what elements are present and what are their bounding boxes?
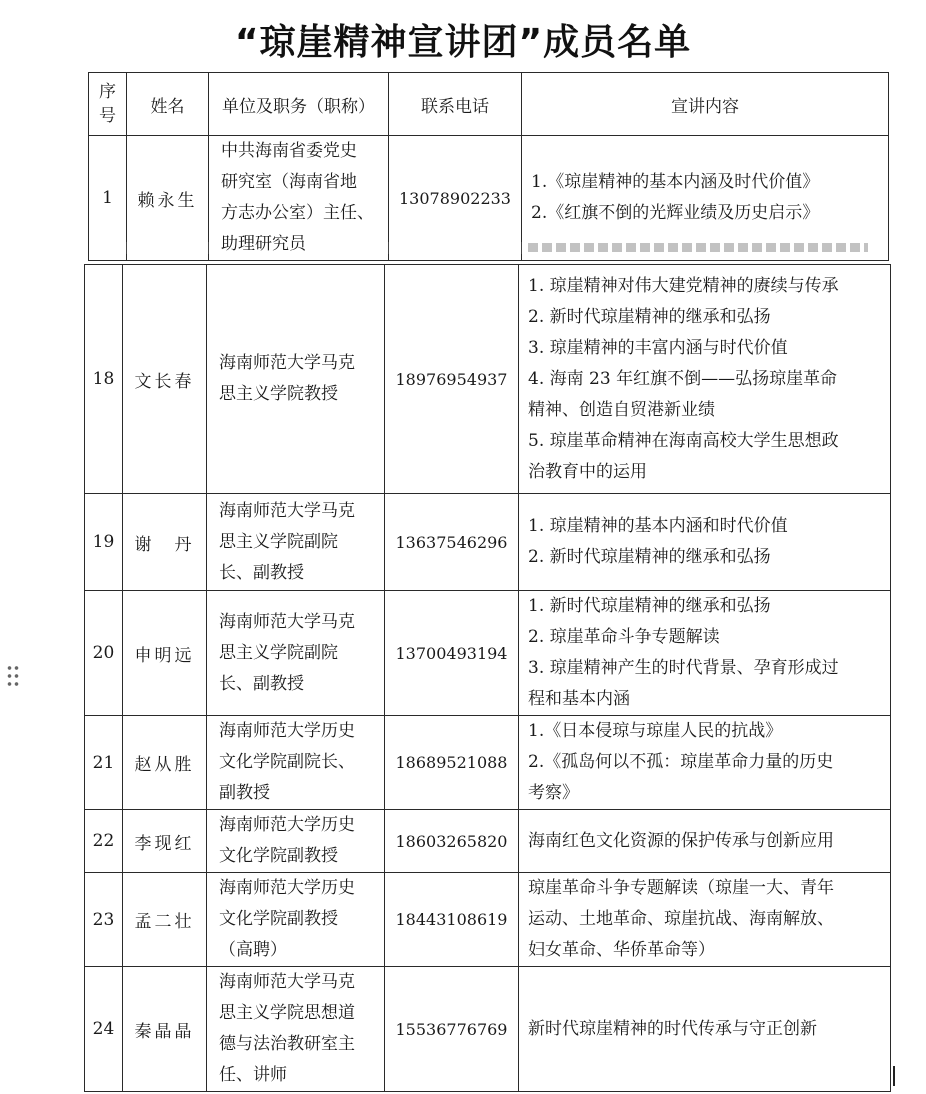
header-name: 姓名 <box>127 73 209 136</box>
member-name: 谢 丹 <box>123 494 207 591</box>
unit-line: 海南师范大学马克 <box>219 611 355 632</box>
lecture-content <box>519 265 891 494</box>
unit-line: 海南师范大学历史 <box>219 721 355 741</box>
lecture-content <box>519 810 891 873</box>
drag-handle-icon[interactable] <box>6 664 20 690</box>
content-line: 4. 海南 23 年红旗不倒——弘扬琼崖革命 <box>528 368 838 389</box>
content-line: 3. 琼崖精神的丰富内涵与时代价值 <box>528 337 788 358</box>
member-unit <box>207 591 385 716</box>
unit-line: 文化学院副教授 <box>219 909 338 929</box>
unit-line: 思主义学院教授 <box>219 384 338 404</box>
header-row <box>89 73 889 136</box>
table-row <box>85 591 891 716</box>
page-title: “琼崖精神宣讲团”成员名单 <box>234 22 692 63</box>
content-line: 2. 新时代琼崖精神的继承和弘扬 <box>528 547 771 567</box>
cut-row-fragment <box>88 242 888 254</box>
content-line: 精神、创造自贸港新业绩 <box>528 399 715 420</box>
content-line: 3. 琼崖精神产生的时代背景、孕育形成过 <box>528 658 839 678</box>
content-line: 2.《孤岛何以不孤：琼崖革命力量的历史 <box>528 752 834 772</box>
content-line: 琼崖革命斗争专题解读（琼崖一大、青年 <box>528 878 834 898</box>
content-line: 海南红色文化资源的保护传承与创新应用 <box>528 830 834 851</box>
member-phone: 18976954937 <box>385 265 519 494</box>
content-line: 1.《日本侵琼与琼崖人民的抗战》 <box>528 721 783 741</box>
table-row <box>85 265 891 494</box>
member-name: 文长春 <box>123 265 207 494</box>
lecture-content <box>519 494 891 591</box>
unit-line: 思主义学院副院 <box>219 531 338 552</box>
content-line: 考察》 <box>528 783 579 803</box>
member-phone: 18443108619 <box>385 873 519 967</box>
unit-line: 思主义学院思想道 <box>219 1003 355 1023</box>
member-phone: 13700493194 <box>385 591 519 716</box>
row-seq: 18 <box>85 265 123 494</box>
member-name: 申明远 <box>123 591 207 716</box>
content-line: 2. 新时代琼崖精神的继承和弘扬 <box>528 306 771 327</box>
table-row <box>85 716 891 810</box>
content-line: 新时代琼崖精神的时代传承与守正创新 <box>528 1018 817 1039</box>
lecture-content <box>519 716 891 810</box>
header-seq: 序 号 <box>89 73 127 136</box>
row-seq: 21 <box>85 716 123 810</box>
member-unit <box>207 494 385 591</box>
unit-line: 长、副教授 <box>219 562 304 583</box>
lecture-content <box>519 967 891 1092</box>
member-phone: 18603265820 <box>385 810 519 873</box>
unit-line: 思主义学院副院 <box>219 642 338 663</box>
content-line: 5. 琼崖革命精神在海南高校大学生思想政 <box>528 430 839 451</box>
content-line: 1.《琼崖精神的基本内涵及时代价值》 <box>531 172 820 192</box>
row-seq: 24 <box>85 967 123 1092</box>
member-table-top <box>88 72 889 261</box>
content-line: 1. 新时代琼崖精神的继承和弘扬 <box>528 596 771 616</box>
member-name: 赖永生 <box>127 136 209 261</box>
content-line: 1. 琼崖精神的基本内涵和时代价值 <box>528 516 788 536</box>
content-line: 运动、土地革命、琼崖抗战、海南解放、 <box>528 909 834 929</box>
content-line: 2. 琼崖革命斗争专题解读 <box>528 627 720 647</box>
member-name: 孟二壮 <box>123 873 207 967</box>
lecture-content <box>519 873 891 967</box>
unit-line: 副教授 <box>219 783 270 803</box>
member-unit <box>207 716 385 810</box>
member-unit <box>207 873 385 967</box>
member-table-bottom <box>84 264 891 1092</box>
unit-line: 海南师范大学历史 <box>219 878 355 898</box>
table-row <box>85 873 891 967</box>
unit-line: （高聘） <box>219 940 287 960</box>
unit-line: 德与法治教研室主 <box>219 1034 355 1054</box>
table-row <box>85 494 891 591</box>
member-phone: 13637546296 <box>385 494 519 591</box>
member-name: 赵从胜 <box>123 716 207 810</box>
row-seq: 1 <box>89 136 127 261</box>
lecture-content <box>519 591 891 716</box>
unit-line: 文化学院副教授 <box>219 846 338 866</box>
member-unit <box>207 810 385 873</box>
table-row <box>85 810 891 873</box>
header-phone: 联系电话 <box>389 73 522 136</box>
header-unit: 单位及职务（职称） <box>209 73 389 136</box>
row-seq: 20 <box>85 591 123 716</box>
member-phone: 15536776769 <box>385 967 519 1092</box>
member-name: 李现红 <box>123 810 207 873</box>
unit-line: 方志办公室）主任、 <box>221 203 374 223</box>
content-line: 程和基本内涵 <box>528 689 630 709</box>
header-content: 宣讲内容 <box>522 73 889 136</box>
content-line: 2.《红旗不倒的光辉业绩及历史启示》 <box>531 203 820 223</box>
unit-line: 长、副教授 <box>219 673 304 694</box>
content-line: 1. 琼崖精神对伟大建党精神的赓续与传承 <box>528 275 839 296</box>
member-phone: 13078902233 <box>389 136 522 261</box>
table-row <box>85 967 891 1092</box>
unit-line: 海南师范大学马克 <box>219 500 355 521</box>
unit-line: 海南师范大学历史 <box>219 815 355 835</box>
unit-line: 助理研究员 <box>221 234 306 254</box>
member-name: 秦晶晶 <box>123 967 207 1092</box>
content-line: 治教育中的运用 <box>528 461 647 482</box>
unit-line: 任、讲师 <box>219 1065 287 1085</box>
unit-line: 研究室（海南省地 <box>221 172 357 192</box>
unit-line: 中共海南省委党史 <box>221 141 357 161</box>
row-seq: 22 <box>85 810 123 873</box>
row-seq: 23 <box>85 873 123 967</box>
unit-line: 文化学院副院长、 <box>219 752 355 772</box>
text-cursor-icon <box>893 1066 895 1086</box>
member-phone: 18689521088 <box>385 716 519 810</box>
unit-line: 海南师范大学马克 <box>219 353 355 373</box>
row-seq: 19 <box>85 494 123 591</box>
unit-line: 海南师范大学马克 <box>219 972 355 992</box>
member-unit <box>207 265 385 494</box>
content-line: 妇女革命、华侨革命等） <box>528 940 715 960</box>
member-unit <box>207 967 385 1092</box>
